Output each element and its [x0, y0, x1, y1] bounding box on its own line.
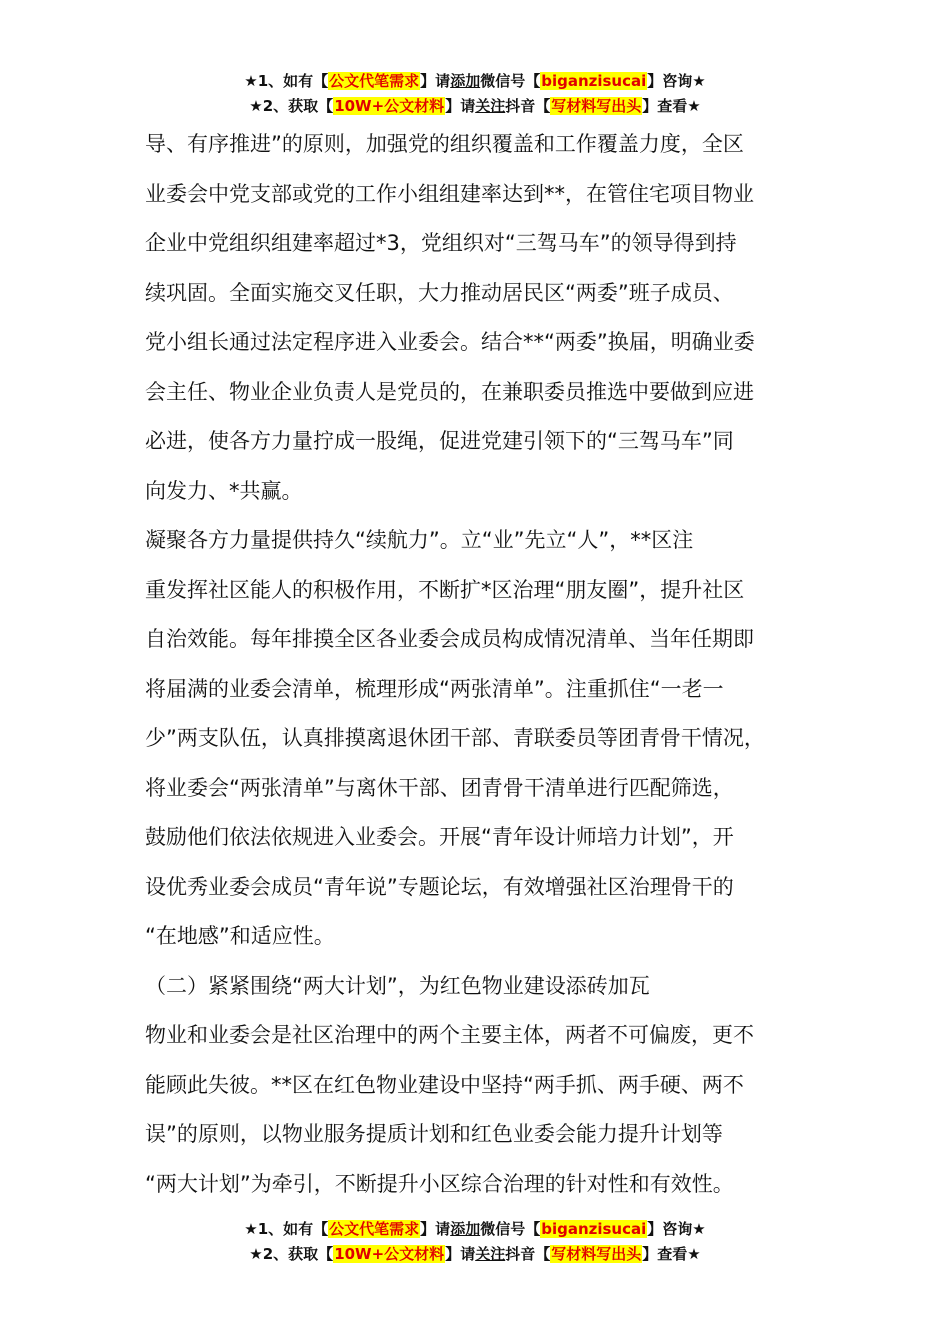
document-body [145, 120, 835, 1209]
highlight-wechat-id: biganzisucai [541, 1220, 647, 1238]
body-line: 鼓励他们依法依规进入业委会。开展“青年设计师培力计划”，开 [145, 825, 734, 849]
highlight-douyin: 写材料写出头 [551, 1245, 642, 1263]
footer-banner [0, 1217, 950, 1267]
body-line: “两大计划”为牵引，不断提升小区综合治理的针对性和有效性。 [145, 1171, 734, 1196]
body-line: 重发挥社区能人的积极作用，不断扩*区治理“朋友圈”，提升社区 [145, 577, 745, 602]
body-line: 物业和业委会是社区治理中的两个主要主体，两者不可偏废，更不 [145, 1023, 754, 1047]
section-heading: （二）紧紧围绕“两大计划”，为红色物业建设添砖加瓦 [145, 973, 650, 998]
body-line: 将届满的业委会清单，梳理形成“两张清单”。注重抓住“一老一 [145, 676, 724, 701]
banner-line-2: ★2、获取【10W+公文材料】请关注抖音【写材料写出头】查看★ [249, 1245, 701, 1263]
highlight-materials: 10W+公文材料 [334, 97, 445, 115]
body-line: 少”两支队伍，认真排摸离退休团干部、青联委员等团青骨干情况， [145, 726, 765, 750]
highlight-service: 公文代笔需求 [329, 1220, 420, 1238]
banner-line-1: ★1、如有【公文代笔需求】请添加微信号【biganzisucai】咨询★ [244, 1220, 706, 1238]
highlight-wechat-id: biganzisucai [541, 72, 647, 90]
header-banner [0, 69, 950, 119]
body-line: 误”的原则，以物业服务提质计划和红色业委会能力提升计划等 [145, 1122, 723, 1146]
body-line: 自治效能。每年排摸全区各业委会成员构成情况清单、当年任期即 [145, 627, 754, 651]
body-line: 企业中党组织组建率超过*3，党组织对“三驾马车”的领导得到持 [145, 231, 737, 255]
body-line: 将业委会“两张清单”与离休干部、团青骨干清单进行匹配筛选， [145, 775, 734, 800]
body-line: “在地感”和适应性。 [145, 924, 335, 948]
body-line: 会主任、物业企业负责人是党员的，在兼职委员推选中要做到应进 [145, 379, 754, 404]
body-line: 续巩固。全面实施交叉任职，大力推动居民区“两委”班子成员、 [145, 280, 734, 305]
body-line: 业委会中党支部或党的工作小组组建率达到**，在管住宅项目物业 [145, 181, 754, 206]
banner-line-1: ★1、如有【公文代笔需求】请添加微信号【biganzisucai】咨询★ [244, 72, 706, 90]
body-line: 能顾此失彼。**区在红色物业建设中坚持“两手抓、两手硬、两不 [145, 1072, 744, 1097]
banner-line-2: ★2、获取【10W+公文材料】请关注抖音【写材料写出头】查看★ [249, 97, 701, 115]
highlight-douyin: 写材料写出头 [551, 97, 642, 115]
body-line: 向发力、*共赢。 [145, 478, 303, 503]
body-line: 党小组长通过法定程序进入业委会。结合**“两委”换届，明确业委 [145, 330, 755, 354]
body-line: 设优秀业委会成员“青年说”专题论坛，有效增强社区治理骨干的 [145, 874, 734, 899]
highlight-materials: 10W+公文材料 [334, 1245, 445, 1263]
highlight-service: 公文代笔需求 [329, 72, 420, 90]
body-line: 必进，使各方力量拧成一股绳，促进党建引领下的“三驾马车”同 [145, 429, 734, 453]
body-line: 凝聚各方力量提供持久“续航力”。立“业”先立“人”，**区注 [145, 528, 694, 552]
body-line: 导、有序推进”的原则，加强党的组织覆盖和工作覆盖力度，全区 [145, 132, 744, 156]
